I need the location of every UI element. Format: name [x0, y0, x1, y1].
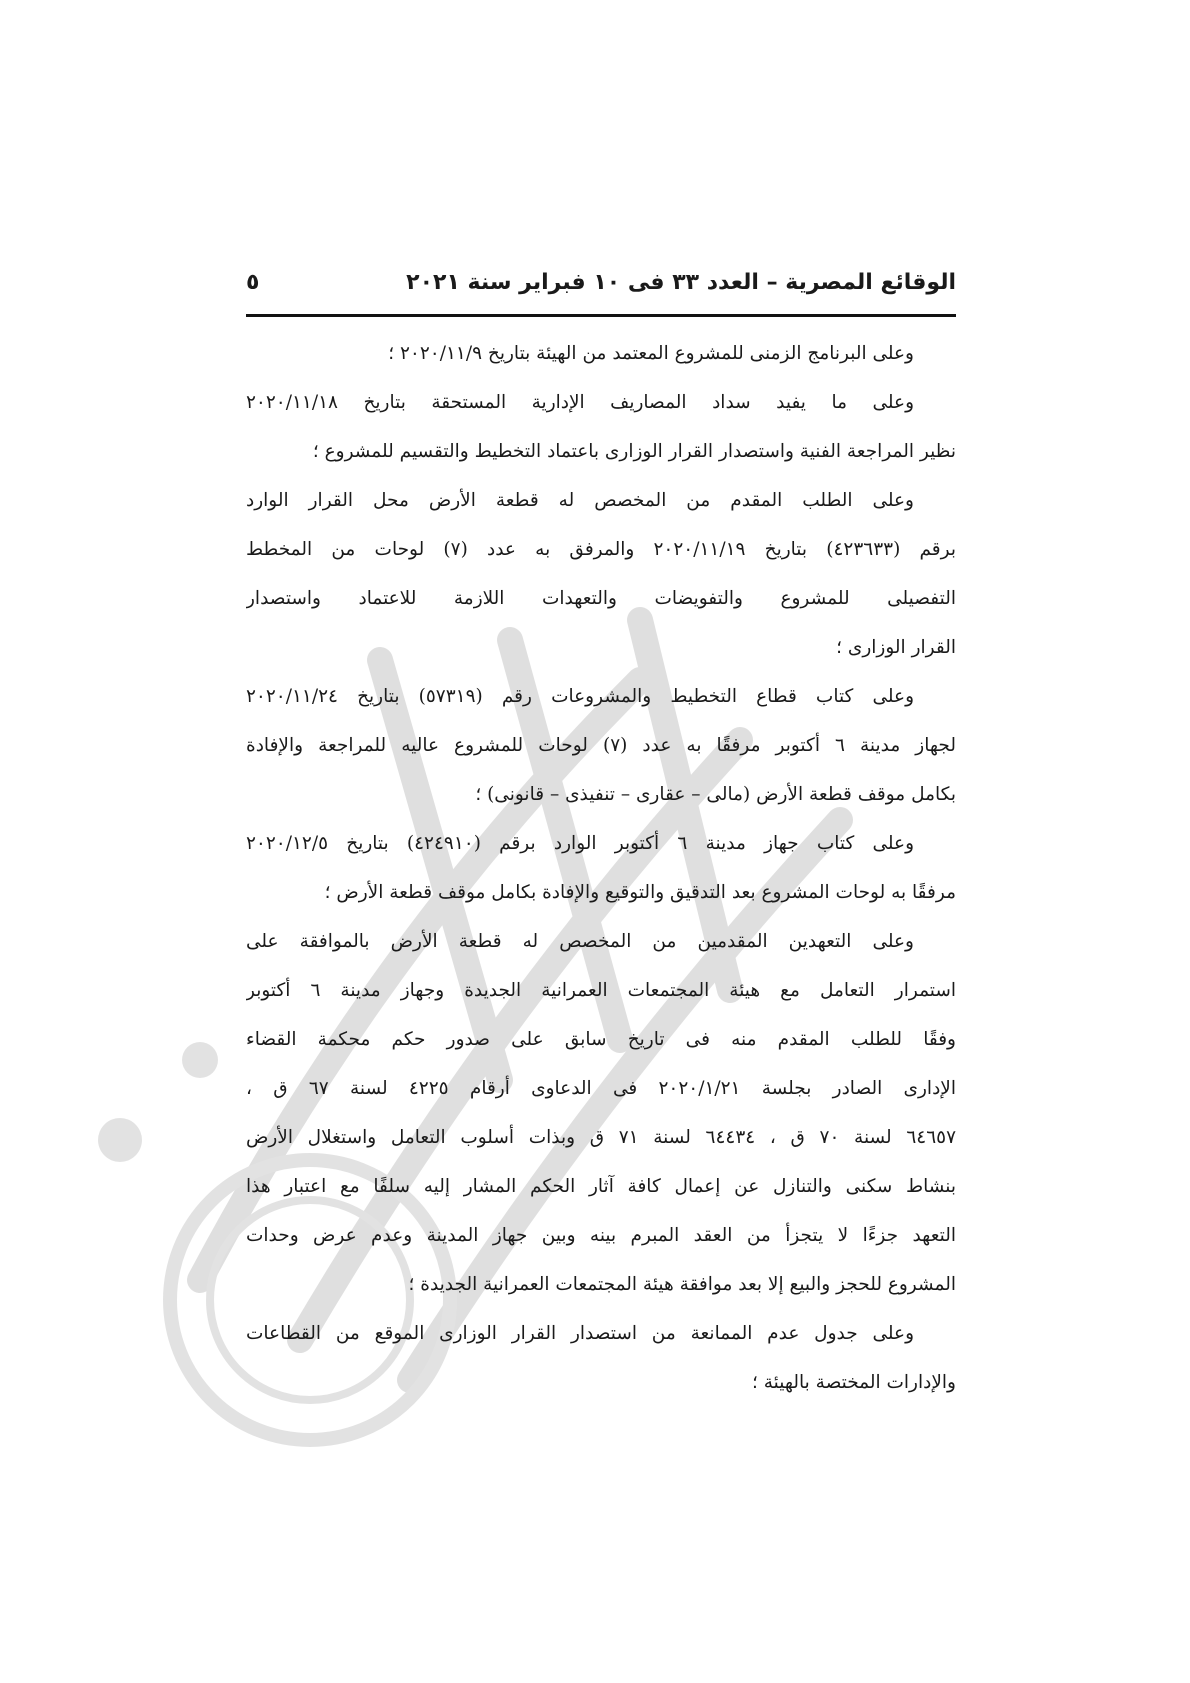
text-line: استمرار التعامل مع هيئة المجتمعات العمرانية الجديدة وجهاز مدينة ٦ أكتوبر: [246, 980, 956, 1001]
text-line: وعلى كتاب قطاع التخطيط والمشروعات رقم (٥٧٣١٩) بتاريخ ٢٠٢٠/١١/٢٤: [246, 686, 915, 707]
text-line: وعلى كتاب جهاز مدينة ٦ أكتوبر الوارد برقم (٤٢٤٩١٠) بتاريخ ٢٠٢٠/١٢/٥: [246, 833, 915, 854]
text-line: بكامل موقف قطعة الأرض (مالى – عقارى – تنفيذى – قانونى) ؛: [475, 784, 956, 805]
text-line: المشروع للحجز والبيع إلا بعد موافقة هيئة المجتمعات العمرانية الجديدة ؛: [408, 1274, 956, 1295]
text-line: التفصيلى للمشروع والتفويضات والتعهدات اللازمة للاعتماد واستصدار: [246, 588, 956, 609]
text-line: الإدارى الصادر بجلسة ٢٠٢٠/١/٢١ فى الدعاوى أرقام ٤٢٢٥ لسنة ٦٧ ق ،: [246, 1078, 956, 1099]
page-number: ٥: [246, 270, 260, 295]
text-line: وعلى الطلب المقدم من المخصص له قطعة الأرض محل القرار الوارد: [246, 490, 914, 511]
text-line: بنشاط سكنى والتنازل عن إعمال كافة آثار الحكم المشار إليه سلفًا مع اعتبار هذا: [246, 1176, 956, 1197]
text-line: وعلى ما يفيد سداد المصاريف الإدارية المستحقة بتاريخ ٢٠٢٠/١١/١٨: [246, 392, 914, 413]
text-line: وعلى البرنامج الزمنى للمشروع المعتمد من الهيئة بتاريخ ٢٠٢٠/١١/٩ ؛: [388, 343, 914, 364]
text-line: التعهد جزءًا لا يتجزأ من العقد المبرم بينه وبين جهاز المدينة وعدم عرض وحدات: [246, 1225, 956, 1246]
text-line: والإدارات المختصة بالهيئة ؛: [751, 1372, 956, 1393]
text-line: برقم (٤٢٣٦٣٣) بتاريخ ٢٠٢٠/١١/١٩ والمرفق به عدد (٧) لوحات من المخطط: [246, 539, 956, 560]
header-title: الوقائع المصرية – العدد ٣٣ فى ١٠ فبراير سنة ٢٠٢١: [406, 270, 956, 295]
text-line: القرار الوزارى ؛: [836, 637, 956, 658]
text-line: ٦٤٦٥٧ لسنة ٧٠ ق ، ٦٤٤٣٤ لسنة ٧١ ق وبذات أسلوب التعامل واستغلال الأرض: [246, 1127, 956, 1148]
gazette-page: [246, 260, 956, 1407]
page-header: [246, 260, 956, 317]
text-line: مرفقًا به لوحات المشروع بعد التدقيق والتوقيع والإفادة بكامل موقف قطعة الأرض ؛: [324, 882, 956, 903]
text-line: لجهاز مدينة ٦ أكتوبر مرفقًا به عدد (٧) لوحات للمشروع عاليه للمراجعة والإفادة: [246, 735, 956, 756]
text-line: وعلى جدول عدم الممانعة من استصدار القرار الوزارى الموقع من القطاعات: [246, 1323, 914, 1344]
body-text: [246, 329, 956, 1407]
text-line: وعلى التعهدين المقدمين من المخصص له قطعة الأرض بالموافقة على: [246, 931, 914, 952]
text-line: نظير المراجعة الفنية واستصدار القرار الوزارى باعتماد التخطيط والتقسيم للمشروع ؛: [312, 441, 956, 462]
text-line: وفقًا للطلب المقدم منه فى تاريخ سابق على صدور حكم محكمة القضاء: [246, 1029, 956, 1050]
